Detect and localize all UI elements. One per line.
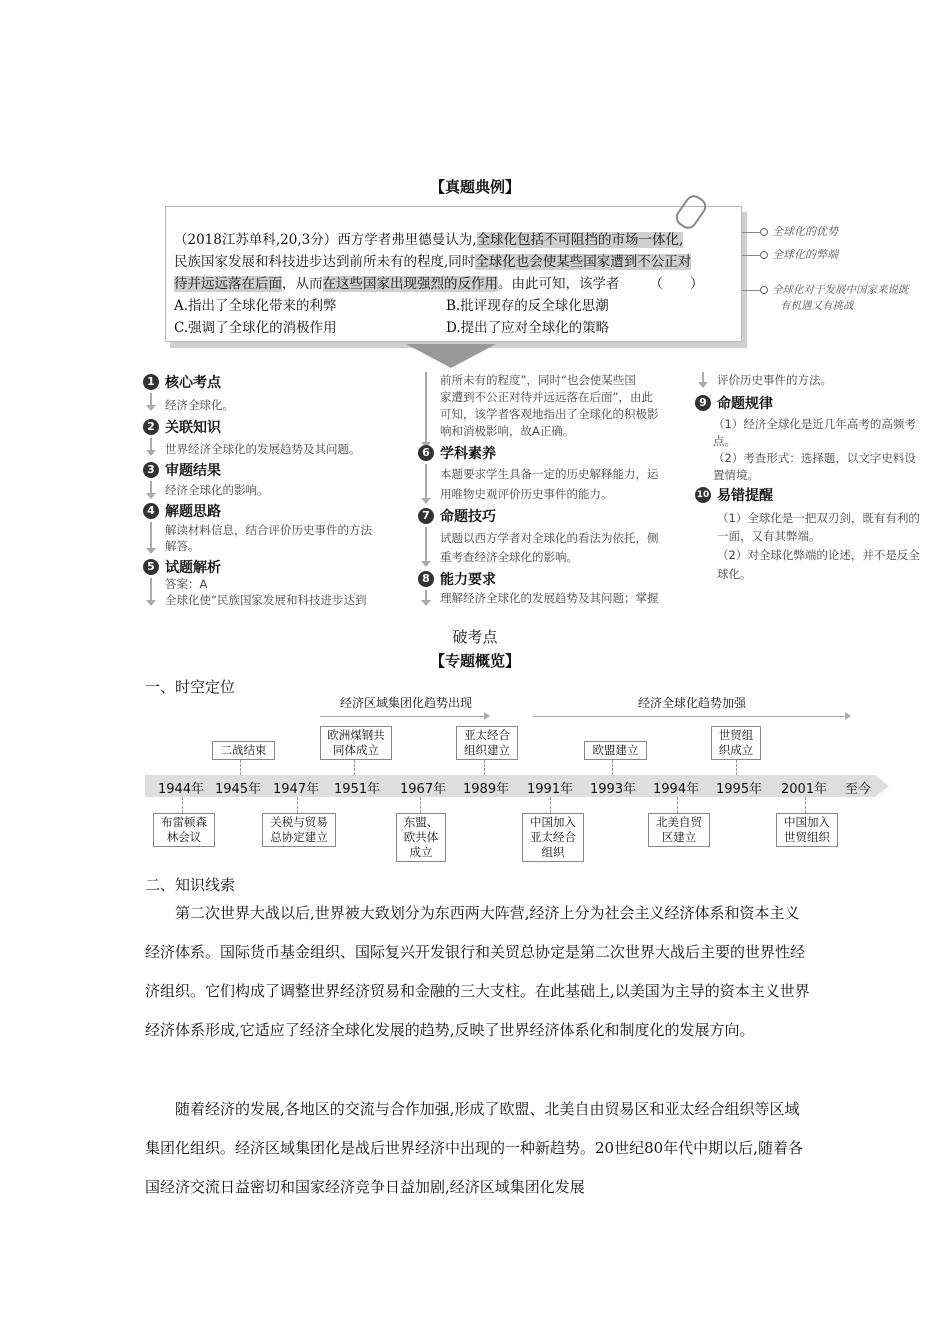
step-text: （2）对全球化弊端的论述，并不是反全 (717, 548, 920, 562)
step-number: 7 (418, 508, 434, 524)
year-label: 1951年 (334, 782, 381, 797)
step-text: 试题以西方学者对全球化的看法为依托，侧 (440, 531, 659, 545)
down-arrow-icon (425, 527, 427, 561)
down-arrow-icon (150, 393, 152, 405)
event-bretton-woods: 布雷顿森林会议 (153, 813, 215, 847)
highlight-2b: 待并远远落在后面 (174, 276, 282, 292)
question-text: 民族国家发展和科技进步达到前所未有的程度, (174, 254, 449, 270)
section-heading-2: 二、知识线索 (145, 876, 236, 894)
step-number: 4 (143, 503, 159, 519)
note-developing-2: 有机遇又有挑战 (780, 300, 854, 312)
paragraph-1 (145, 894, 810, 1050)
step-number: 3 (143, 462, 159, 478)
year-label: 1994年 (653, 782, 700, 797)
event-asean-ec: 东盟、欧共体成立 (396, 813, 446, 862)
step-text: 可知，该学者客观地指出了全球化的积极影 (440, 407, 659, 421)
down-arrow-icon (702, 372, 704, 382)
event-ww2-end: 二战结束 (212, 741, 275, 760)
down-arrow-icon (146, 493, 156, 499)
event-connector (484, 760, 485, 775)
step-number: 8 (418, 571, 434, 587)
step-text: （1）全球化是一把双刃剑，既有有利的 (717, 511, 920, 525)
step-text: 答案：A (165, 577, 208, 591)
option-a: A.指出了全球化带来的利弊 (174, 298, 337, 314)
step-text: 球化。 (717, 567, 752, 581)
step-text: 点。 (713, 434, 736, 448)
step-title: 关联知识 (165, 420, 221, 436)
step-text: 理解经济全球化的发展趋势及其问题；掌握 (440, 591, 659, 605)
event-connector (240, 760, 241, 775)
question-text: ，从而 (282, 276, 323, 292)
event-connector (736, 760, 737, 775)
event-connector (420, 797, 421, 813)
step-text: 全球化使“民族国家发展和科技进步达到 (165, 593, 367, 607)
note-connector (742, 255, 760, 256)
step-text: 解读材料信息，结合评价历史事件的方法 (165, 523, 372, 537)
down-arrow-icon (425, 590, 427, 600)
step-text: 置情境。 (713, 468, 759, 482)
step-title: 学科素养 (440, 446, 496, 462)
down-arrow-icon (421, 600, 431, 606)
down-arrow-icon (150, 578, 152, 600)
step-text: 前所未有的程度”，同时“也会使某些国 (440, 373, 636, 387)
step-text: 用唯物史观评价历史事件的能力。 (440, 487, 613, 501)
trend-line (320, 716, 484, 717)
option-b: B.批评现存的反全球化思潮 (446, 298, 609, 314)
step-number: 1 (143, 374, 159, 390)
note-dot-icon (760, 228, 768, 236)
down-arrow-icon (425, 372, 427, 442)
down-arrow-icon (146, 450, 156, 456)
note-connector (742, 232, 760, 233)
event-apec: 亚太经合组织建立 (456, 726, 518, 760)
question-line-1 (174, 229, 683, 251)
overview-title: 【专题概览】 (429, 652, 520, 670)
event-connector (297, 797, 298, 813)
step-title: 核心考点 (165, 375, 221, 391)
option-c: C.强调了全球化的消极作用 (174, 320, 337, 336)
step-title: 解题思路 (165, 504, 221, 520)
step-text: 重考查经济全球化的影响。 (440, 550, 578, 564)
note-dot-icon (760, 251, 768, 259)
event-ecsc: 欧洲煤钢共同体成立 (320, 726, 392, 760)
arrow-right-icon (484, 712, 490, 720)
year-label: 1947年 (273, 782, 320, 797)
year-label: 1989年 (463, 782, 510, 797)
down-arrow-icon (146, 405, 156, 411)
down-arrow-icon (150, 481, 152, 493)
year-label: 1944年 (158, 782, 205, 797)
question-text: 同时 (448, 254, 476, 270)
note-drawback: 全球化的弊端 (772, 248, 838, 261)
step-title: 审题结果 (165, 463, 221, 479)
year-label: 1991年 (527, 782, 574, 797)
event-china-wto: 中国加入世贸组织 (776, 813, 838, 847)
step-text: 解答。 (165, 539, 200, 553)
year-label: 至今 (845, 782, 872, 797)
step-title: 能力要求 (440, 572, 496, 588)
down-arrow-icon (150, 438, 152, 450)
paragraph-text: 第二次世界大战以后,世界被大致划分为东西两大阵营,经济上分为社会主义经济体系和资本主义经济体系。国际货币基金组织、国际复兴开发银行和关贸总协定是第二次世界大战后主要的世界性经济组织。它们构成了调整世界经济贸易和金融的三大支柱。在此基础上,以美国为主导的资本主义世界经济体系形成,它适应了经济全球化发展的趋势,反映了世界经济体系化和制度化的发展方向。 (145, 904, 810, 1039)
event-connector (354, 760, 355, 775)
step-text: 评价历史事件的方法。 (717, 373, 832, 387)
event-eu: 欧盟建立 (584, 741, 647, 760)
down-arrow-icon (146, 548, 156, 554)
question-line-3 (174, 273, 704, 295)
event-china-apec: 中国加入亚太经合组织 (522, 813, 584, 862)
down-arrow-icon (421, 498, 431, 504)
step-text: （2）考查形式：选择题，以文字史料设 (713, 451, 916, 465)
year-label: 2001年 (781, 782, 828, 797)
note-connector (742, 290, 760, 291)
step-text: 经济全球化。 (165, 398, 234, 412)
event-nafta: 北美自贸区建立 (648, 813, 710, 847)
event-connector (550, 797, 551, 813)
down-arrow-icon (698, 382, 708, 388)
down-arrow-icon (146, 600, 156, 606)
timeline-arrow-icon (875, 775, 889, 797)
step-text: 世界经济全球化的发展趋势及其问题。 (165, 442, 361, 456)
event-gatt: 关税与贸易总协定建立 (262, 813, 336, 847)
section-heading-1: 一、时空定位 (145, 678, 236, 696)
step-text: 家遭到不公正对待并远远落在后面”，由此 (440, 390, 653, 404)
break-title: 破考点 (452, 628, 498, 646)
example-title: 【真题典例】 (429, 178, 520, 196)
year-label: 1945年 (215, 782, 262, 797)
question-card (165, 206, 742, 342)
step-text: （1）经济全球化是近几年高考的高频考 (713, 417, 916, 431)
step-number: 5 (143, 559, 159, 575)
note-advantage: 全球化的优势 (772, 225, 838, 238)
year-label: 1995年 (716, 782, 763, 797)
highlight-3: 在这些国家出现强烈的反作用 (322, 276, 498, 292)
question-source: （2018江苏单科,20,3分）西方学者弗里德曼认为, (174, 232, 477, 248)
event-connector (612, 760, 613, 775)
step-title: 易错提醒 (717, 488, 773, 504)
question-text: 。由此可知，该学者 (498, 276, 620, 292)
option-d: D.提出了应对全球化的策略 (446, 320, 610, 336)
answer-bracket: （ ） (649, 276, 704, 292)
highlight-1: 全球化包括不可阻挡的市场一体化, (476, 232, 684, 248)
down-arrow-icon (425, 464, 427, 498)
step-title: 命题技巧 (440, 509, 496, 525)
event-connector (182, 797, 183, 813)
year-label: 1993年 (590, 782, 637, 797)
arrow-right-icon (845, 712, 851, 720)
note-dot-icon (760, 286, 768, 294)
step-text: 经济全球化的影响。 (165, 483, 269, 497)
step-number: 10 (695, 487, 711, 503)
funnel-arrow-icon (406, 344, 496, 368)
event-connector (805, 797, 806, 813)
step-text: 一面，又有其弊端。 (717, 529, 821, 543)
step-number: 2 (143, 419, 159, 435)
trend-label-regional: 经济区域集团化趋势出现 (340, 696, 473, 710)
step-text: 响和消极影响，故A正确。 (440, 424, 575, 438)
step-text: 本题要求学生具备一定的历史解释能力，运 (440, 467, 659, 481)
step-number: 6 (418, 445, 434, 461)
event-wto: 世贸组织成立 (711, 726, 761, 760)
step-title: 试题解析 (165, 560, 221, 576)
step-title: 命题规律 (717, 396, 773, 412)
question-line-2 (174, 251, 691, 273)
trend-line (533, 716, 845, 717)
step-number: 9 (695, 395, 711, 411)
paragraph-text: 随着经济的发展,各地区的交流与合作加强,形成了欧盟、北美自由贸易区和亚太经合组织等区域集团化组织。经济区域集团化是战后世界经济中出现的一种新趋势。20世纪80年代中期以后,随着各国经济交流日益密切和国家经济竞争日益加剧,经济区域集团化发展 (145, 1100, 803, 1196)
paragraph-2 (145, 1090, 810, 1207)
trend-label-global: 经济全球化趋势加强 (638, 696, 747, 710)
year-label: 1967年 (400, 782, 447, 797)
event-connector (677, 797, 678, 813)
note-developing-1: 全球化对于发展中国家来说既 (772, 284, 909, 296)
down-arrow-icon (421, 561, 431, 567)
highlight-2: 全球化也会使某些国家遭到不公正对 (475, 254, 692, 270)
down-arrow-icon (150, 522, 152, 548)
